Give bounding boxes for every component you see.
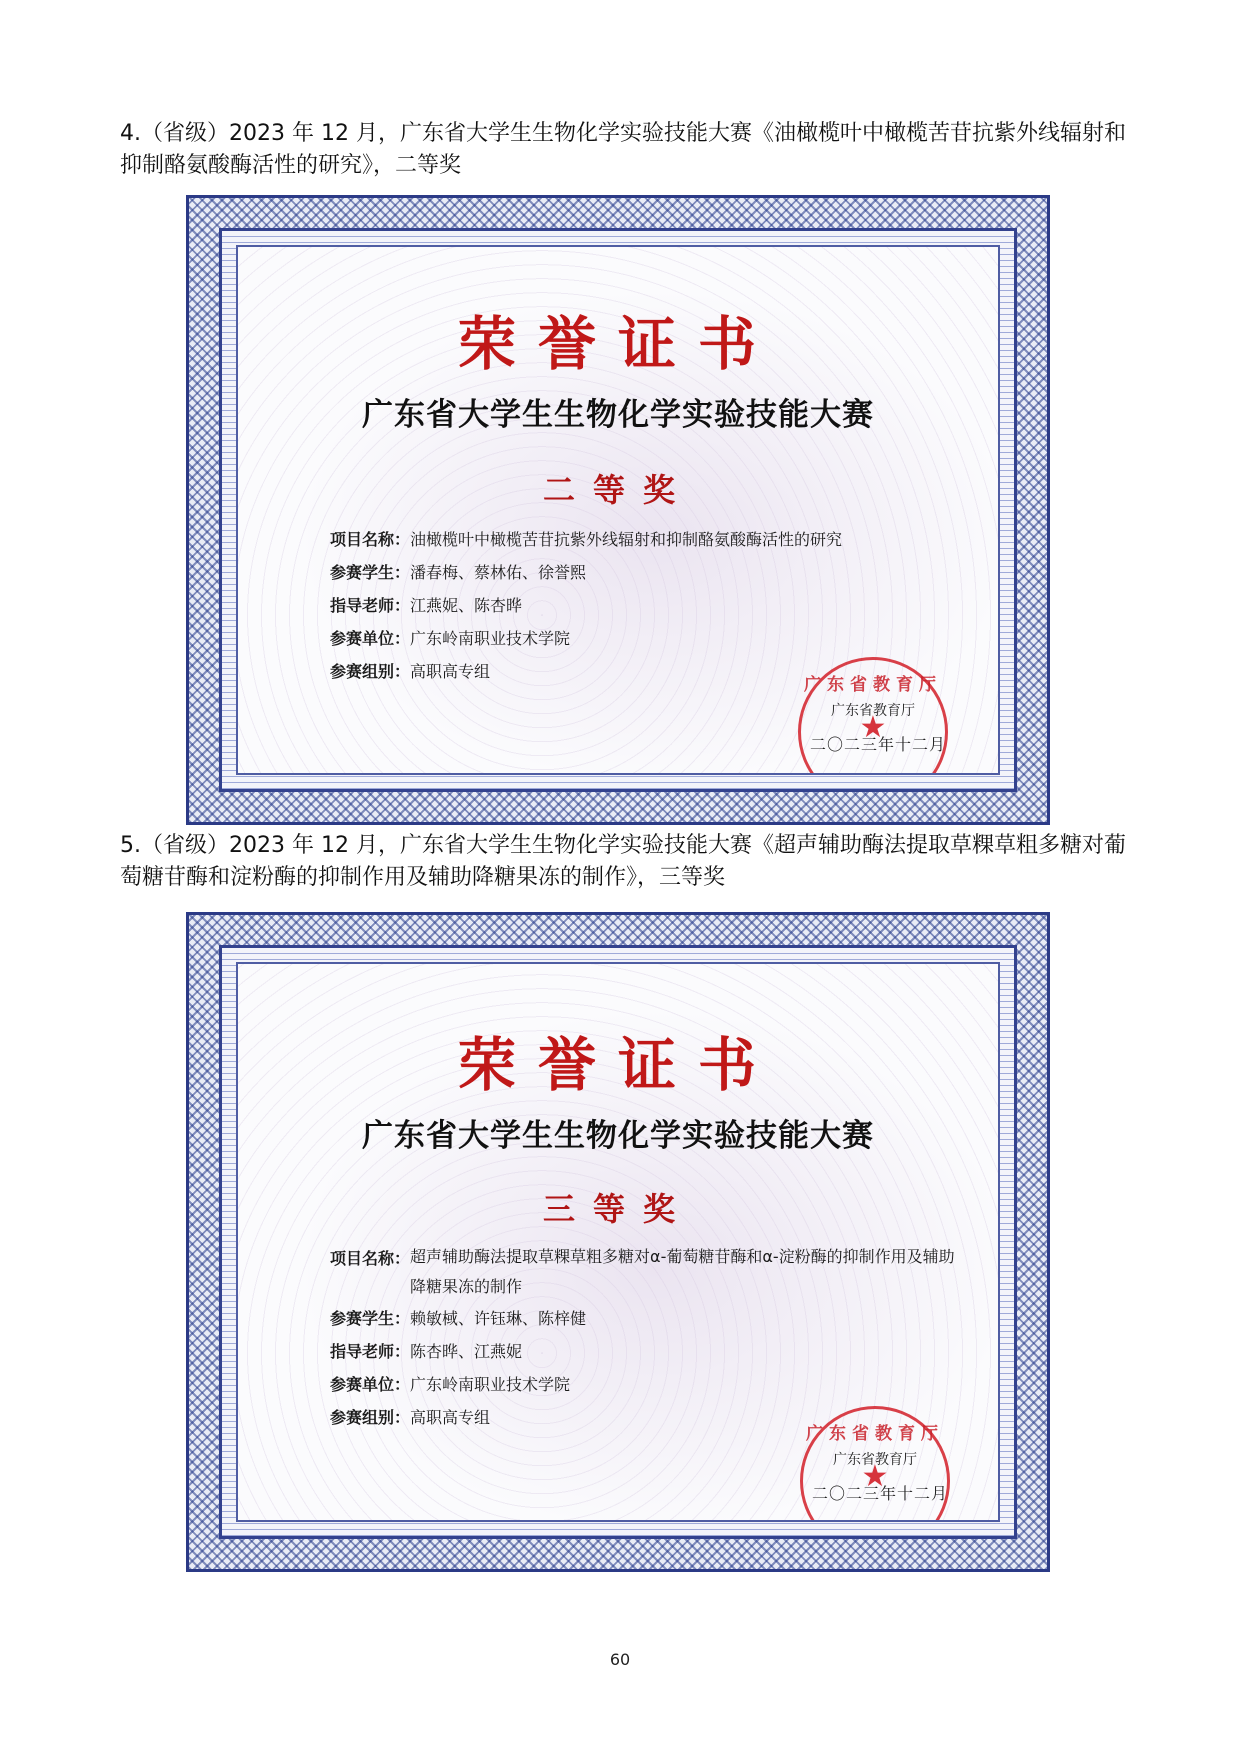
field-advisors: 指导老师： 江燕妮、陈杏晔 bbox=[330, 596, 523, 615]
field-students: 参赛学生： 赖敏棫、许钰琳、陈梓健 bbox=[330, 1309, 587, 1328]
seal-ring-text: 广东省教育厅 bbox=[804, 675, 942, 695]
certificate-title: 荣誉证书 bbox=[457, 310, 778, 378]
issue-date: 二〇二三年十二月 bbox=[809, 735, 946, 754]
field-unit: 参赛单位： 广东岭南职业技术学院 bbox=[330, 1375, 571, 1394]
certificate-organization: 广东省大学生生物化学实验技能大赛 bbox=[362, 1118, 874, 1154]
certificate-paper bbox=[236, 962, 1000, 1522]
caption-item-5: 5.（省级）2023 年 12 月，广东省大学生生物化学实验技能大赛《超声辅助酶法提取草粿草粗多糖对葡萄糖苷酶和淀粉酶的抑制作用及辅助降糖果冻的制作》，三等奖 bbox=[120, 833, 1126, 890]
certificate-title: 荣誉证书 bbox=[457, 1031, 778, 1099]
field-group: 参赛组别： 高职高专组 bbox=[330, 1408, 491, 1427]
certificate-organization: 广东省大学生生物化学实验技能大赛 bbox=[362, 397, 874, 433]
seal-star-icon: ★ bbox=[859, 710, 887, 745]
official-seal bbox=[798, 657, 948, 775]
certificate-third-prize bbox=[186, 912, 1050, 1572]
seal-ring-text: 广东省教育厅 bbox=[806, 1424, 944, 1444]
field-advisors: 指导老师： 陈杏晔、江燕妮 bbox=[330, 1342, 523, 1361]
certificate-paper bbox=[236, 245, 1000, 775]
issuer-name: 广东省教育厅 bbox=[833, 1452, 917, 1468]
certificate-border bbox=[219, 945, 1017, 1539]
caption-item-4: 4.（省级）2023 年 12 月，广东省大学生生物化学实验技能大赛《油橄榄叶中橄榄苦苷抗紫外线辐射和抑制酪氨酸酶活性的研究》，二等奖 bbox=[120, 121, 1126, 178]
issuer-name: 广东省教育厅 bbox=[831, 703, 915, 719]
field-unit: 参赛单位： 广东岭南职业技术学院 bbox=[330, 629, 571, 648]
official-seal bbox=[800, 1406, 950, 1522]
page-number: 60 bbox=[609, 1650, 631, 1669]
issue-date: 二〇二三年十二月 bbox=[811, 1484, 948, 1503]
certificate-second-prize bbox=[186, 195, 1050, 825]
field-project-name: 项目名称： 油橄榄叶中橄榄苦苷抗紫外线辐射和抑制酪氨酸酶活性的研究 bbox=[330, 530, 843, 549]
field-project-name: 项目名称： 超声辅助酶法提取草粿草粗多糖对α-葡萄糖苷酶和α-淀粉酶的抑制作用及辅助降糖果冻的制作 bbox=[330, 1247, 955, 1296]
certificate-border bbox=[219, 228, 1017, 792]
certificate-award: 二等奖 bbox=[542, 471, 693, 509]
seal-star-icon: ★ bbox=[861, 1459, 889, 1494]
certificate-award: 三等奖 bbox=[542, 1190, 693, 1228]
field-students: 参赛学生： 潘春梅、蔡林佑、徐誉熙 bbox=[330, 563, 587, 582]
field-group: 参赛组别： 高职高专组 bbox=[330, 662, 491, 681]
